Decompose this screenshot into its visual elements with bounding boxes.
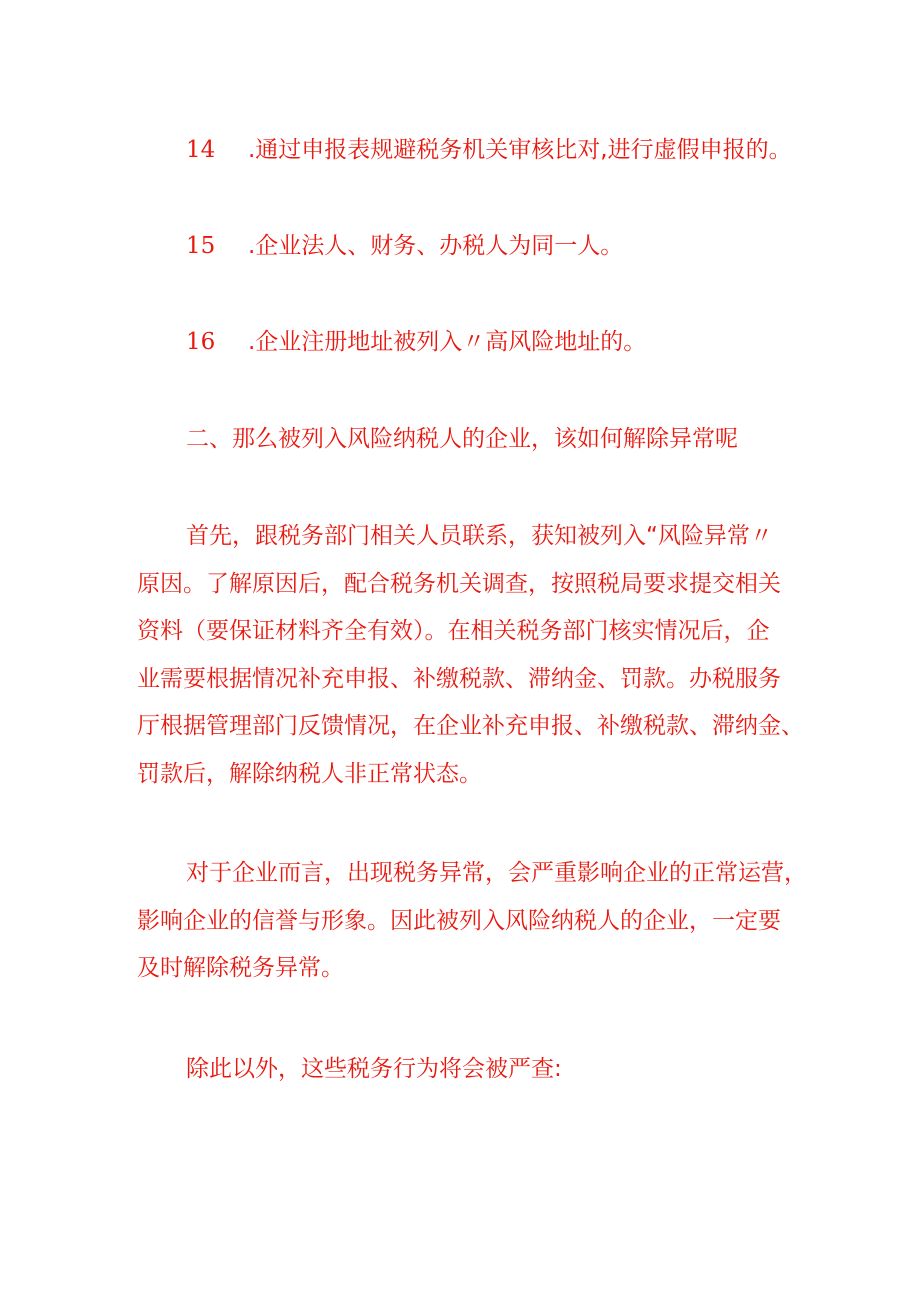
paragraph-line: 厅根据管理部门反馈情况，在企业补充申报、补缴税款、滞纳金、 [137, 713, 804, 739]
paragraph-closing [137, 1046, 805, 1094]
paragraph-impact [137, 850, 805, 993]
list-item-number: 16 [186, 329, 216, 355]
list-item-text: .企业法人、财务、办税人为同一人。 [248, 233, 624, 259]
paragraph-line: 罚款后，解除纳税人非正常状态。 [137, 760, 482, 787]
list-item-16 [0, 322, 920, 362]
paragraph-line: 业需要根据情况补充申报、补缴税款、滞纳金、罚款。办税服务 [137, 665, 781, 692]
paragraph-line: 资料（要保证材料齐全有效）。在相关税务部门核实情况后，企 [137, 618, 770, 644]
paragraph-line: 首先，跟税务部门相关人员联系，获知被列入“风险异常〃 [186, 523, 773, 549]
paragraph-resolve-steps [137, 513, 805, 798]
paragraph-line: 除此以外，这些税务行为将会被严查: [186, 1056, 562, 1082]
list-item-number: 15 [186, 233, 216, 259]
list-item-text: .通过申报表规避税务机关审核比对,进行虚假申报的。 [248, 137, 792, 163]
list-item-14 [0, 130, 920, 170]
paragraph-line: 原因。了解原因后，配合税务机关调查，按照税局要求提交相关 [137, 570, 781, 597]
paragraph-line: 影响企业的信誉与形象。因此被列入风险纳税人的企业，一定要 [137, 907, 781, 934]
paragraph-line: 对于企业而言，出现税务异常，会严重影响企业的正常运营， [186, 860, 807, 886]
paragraph-line: 及时解除税务异常。 [137, 955, 344, 981]
list-item-15 [0, 226, 920, 266]
section-heading: 二、那么被列入风险纳税人的企业，该如何解除异常呢 [186, 426, 738, 452]
list-item-text: .企业注册地址被列入〃高风险地址的。 [248, 329, 647, 355]
list-item-number: 14 [186, 137, 216, 163]
